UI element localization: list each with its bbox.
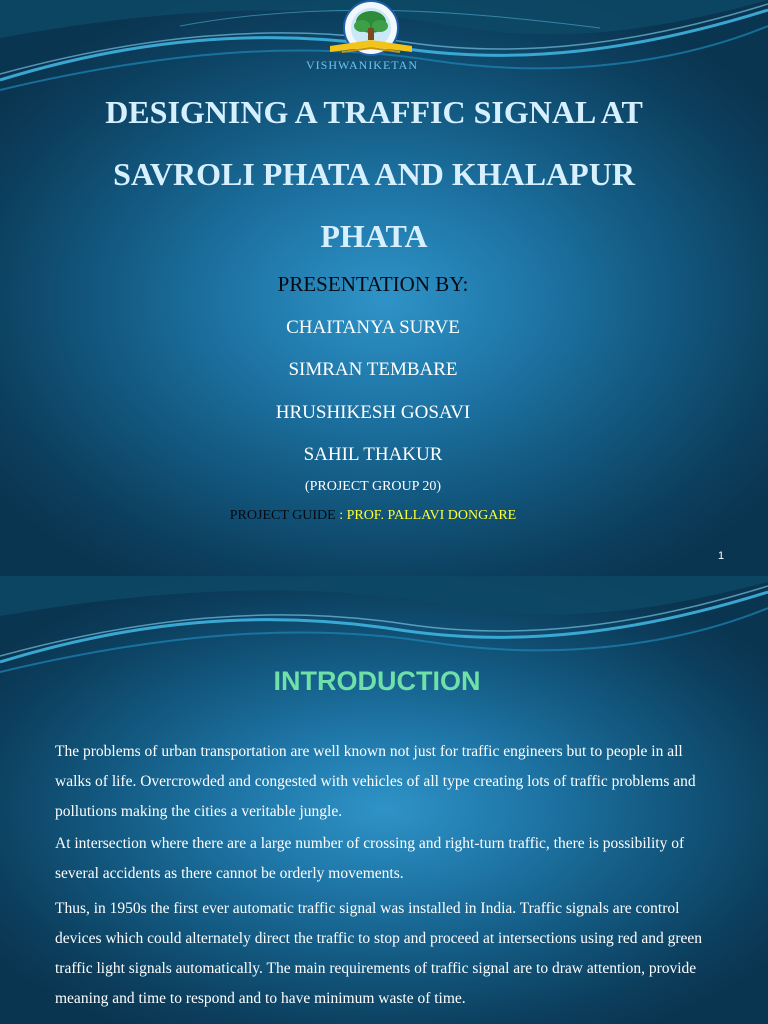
- project-guide: [0, 508, 746, 524]
- presenter-name: SIMRAN TEMBARE: [288, 359, 458, 380]
- intro-paragraph: Thus, in 1950s the first ever automatic traffic signal was installed in India. Traffic signals are control devices which could alternately direct the traffic to stop and proceed at intersections using red and green traffic light signals automatically. The main requirements of traffic signal are to draw attention, provide meaning and time to respond and to have minimum waste of time.: [55, 900, 703, 1007]
- title-line-3: PHATA: [320, 218, 428, 254]
- project-guide-label: PROJECT GUIDE: [229, 508, 340, 523]
- project-guide-value: : PROF. PALLAVI DONGARE: [339, 508, 517, 523]
- title-line-2: SAVROLI PHATA AND KHALAPUR: [113, 156, 635, 192]
- presenter-name: HRUSHIKESH GOSAVI: [275, 402, 471, 423]
- title-line-1: DESIGNING A TRAFFIC SIGNAL AT: [105, 94, 643, 130]
- presenter-name: SAHIL THAKUR: [303, 444, 443, 465]
- presenter-name: CHAITANYA SURVE: [286, 317, 460, 338]
- intro-paragraph: The problems of urban transportation are well known not just for traffic engineers but to people in all walks of life. Overcrowded and congested with vehicles of all type creating lots of traffic problems and pollutions making the cities a veritable jungle.: [55, 743, 696, 820]
- intro-paragraph: At intersection where there are a large number of crossing and right-turn traffic, there is possibility of several accidents as there cannot be orderly movements.: [55, 835, 685, 882]
- logo-text: VISHWANIKETAN: [305, 58, 419, 72]
- introduction-heading: INTRODUCTION: [273, 666, 481, 696]
- page-number: 1: [718, 550, 725, 562]
- presentation-by-label: PRESENTATION BY:: [277, 272, 469, 296]
- project-group: (PROJECT GROUP 20): [304, 479, 442, 494]
- slide-2: [0, 576, 768, 1024]
